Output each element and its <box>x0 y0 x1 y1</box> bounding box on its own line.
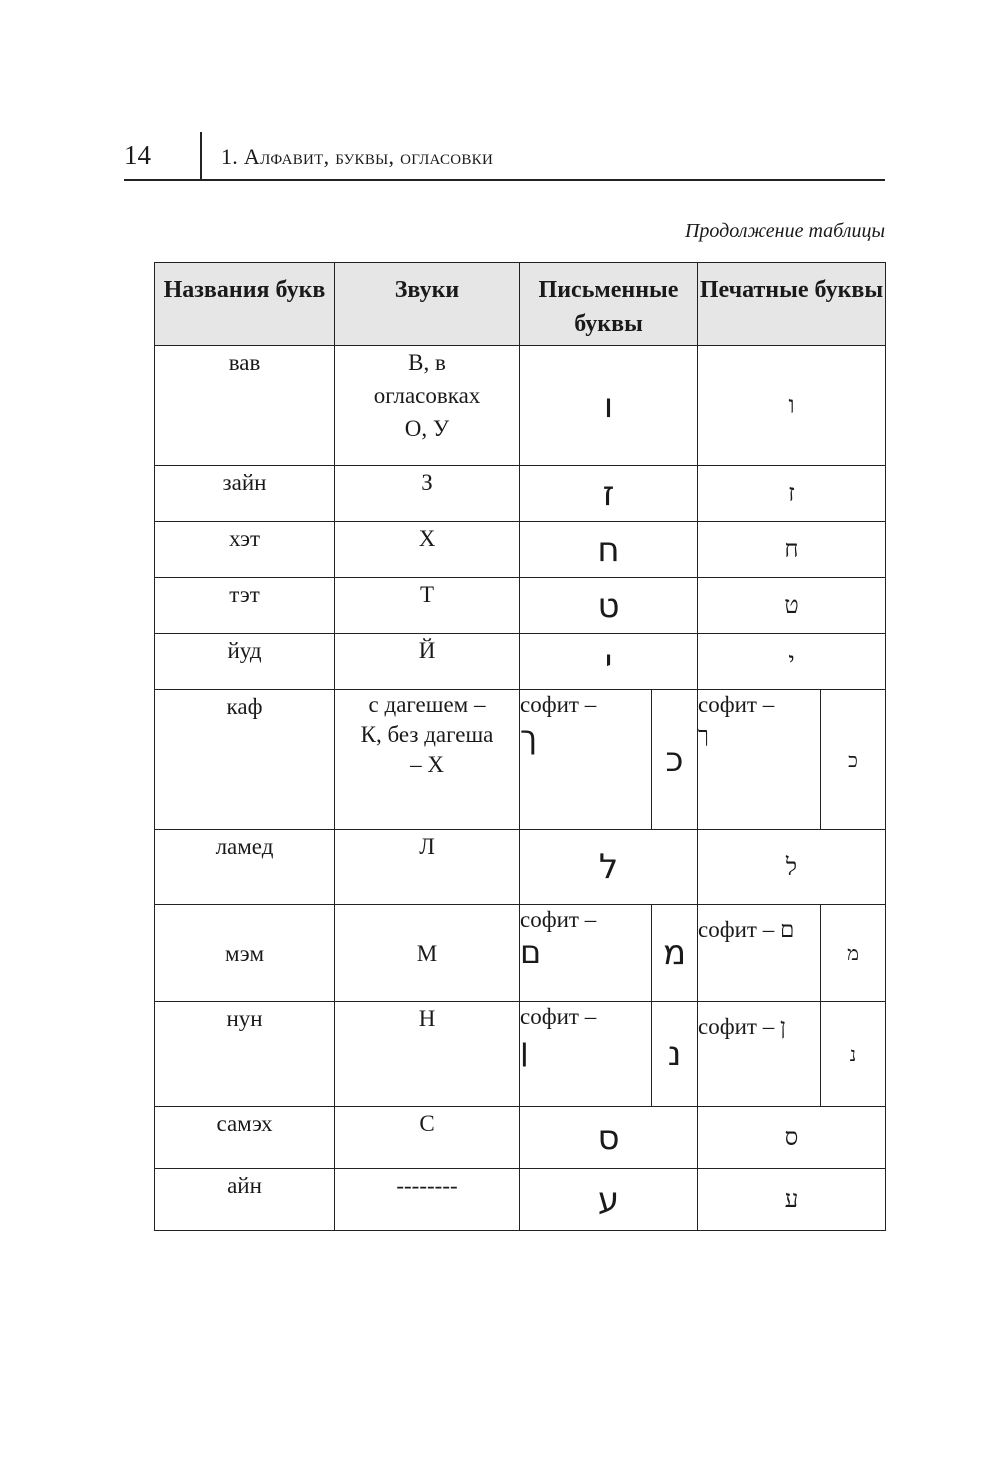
sofit-label: софит – ן <box>698 1014 786 1039</box>
hebrew-alphabet-table <box>154 262 886 1231</box>
letter-sound: Н <box>335 1002 520 1107</box>
written-letter <box>520 634 698 690</box>
sofit-label: софит – <box>698 692 775 717</box>
written-glyph: נ <box>667 1034 682 1074</box>
table-row <box>155 690 886 830</box>
header-rule <box>124 179 885 181</box>
letter-sound: с дагешем – К, без дагеша – Х <box>335 690 520 830</box>
written-glyph: ח <box>597 529 620 570</box>
column-header-names: Названия букв <box>155 263 335 346</box>
running-header <box>124 132 885 180</box>
letter-name: тэт <box>155 578 335 634</box>
letter-name: зайн <box>155 466 335 522</box>
letter-name: йуд <box>155 634 335 690</box>
letter-name: айн <box>155 1169 335 1231</box>
written-letter <box>652 1002 698 1107</box>
printed-glyph: י <box>788 647 795 675</box>
printed-glyph: ל <box>785 852 798 881</box>
printed-glyph: נ <box>849 1042 857 1066</box>
written-letter <box>520 522 698 578</box>
sofit-label: софит – <box>520 692 597 717</box>
column-header-written: Письменные буквы <box>520 263 698 346</box>
letter-name: мэм <box>155 905 335 1002</box>
written-glyph: ט <box>597 585 620 626</box>
printed-letter <box>698 830 886 905</box>
written-letter <box>520 1169 698 1231</box>
letter-name: вав <box>155 346 335 466</box>
chapter-title-prefix: 1. А <box>221 144 261 169</box>
written-letter <box>520 578 698 634</box>
written-glyph: ס <box>597 1117 620 1158</box>
printed-glyph: ע <box>784 1185 799 1213</box>
table-row <box>155 1002 886 1107</box>
table-continuation-caption: Продолжение таблицы <box>684 220 885 242</box>
letter-sound: З <box>335 466 520 522</box>
printed-letter <box>821 1002 886 1107</box>
table-header-row <box>155 263 886 346</box>
printed-letter <box>698 522 886 578</box>
printed-glyph: מ <box>847 941 859 965</box>
written-glyph: ע <box>597 1179 620 1220</box>
written-letter <box>520 466 698 522</box>
table-row <box>155 1107 886 1169</box>
written-sofit-form <box>520 1002 652 1107</box>
table-row <box>155 466 886 522</box>
written-sofit-glyph: ם <box>520 933 542 971</box>
written-glyph: ל <box>598 847 619 887</box>
written-glyph: כ <box>665 739 684 780</box>
printed-letter <box>698 1169 886 1231</box>
letter-sound: Л <box>335 830 520 905</box>
printed-glyph: ז <box>788 479 795 507</box>
printed-letter <box>698 634 886 690</box>
chapter-title <box>221 144 493 170</box>
written-glyph: י <box>604 641 613 682</box>
letter-sound: Й <box>335 634 520 690</box>
chapter-title-rest: лфавит, буквы, огласовки <box>260 144 494 169</box>
table-row <box>155 522 886 578</box>
printed-letter <box>698 466 886 522</box>
letter-sound: -------- <box>335 1169 520 1231</box>
printed-glyph: ס <box>784 1123 799 1151</box>
sofit-label: софит – <box>520 1004 597 1029</box>
column-header-printed: Печатные буквы <box>698 263 886 346</box>
printed-sofit-form <box>698 690 821 830</box>
letter-sound: М <box>335 905 520 1002</box>
written-sofit-form <box>520 690 652 830</box>
printed-letter <box>698 1107 886 1169</box>
letter-name: хэт <box>155 522 335 578</box>
letter-sound: В, в огласовках О, У <box>335 346 520 466</box>
page-number: 14 <box>124 140 151 170</box>
written-letter <box>652 905 698 1002</box>
sofit-label: софит – <box>520 907 597 932</box>
printed-letter <box>821 905 886 1002</box>
table-row <box>155 346 886 466</box>
sofit-label: софит – ם <box>698 917 795 942</box>
printed-glyph: ח <box>784 535 799 563</box>
letter-name: ламед <box>155 830 335 905</box>
table-row <box>155 1169 886 1231</box>
written-letter <box>520 1107 698 1169</box>
header-divider <box>200 132 202 180</box>
printed-glyph: כ <box>848 747 858 772</box>
printed-glyph: ו <box>788 391 795 419</box>
printed-letter <box>821 690 886 830</box>
column-header-sounds: Звуки <box>335 263 520 346</box>
printed-sofit-form <box>698 905 821 1002</box>
written-sofit-form <box>520 905 652 1002</box>
table-row <box>155 830 886 905</box>
written-glyph: ו <box>603 385 614 426</box>
printed-sofit-glyph: ך <box>698 723 709 748</box>
table-row <box>155 905 886 1002</box>
letter-sound: Т <box>335 578 520 634</box>
table-row <box>155 634 886 690</box>
table-row <box>155 578 886 634</box>
written-letter <box>652 690 698 830</box>
written-letter <box>520 830 698 905</box>
written-glyph: מ <box>662 933 687 973</box>
printed-letter <box>698 578 886 634</box>
letter-sound: С <box>335 1107 520 1169</box>
written-letter <box>520 346 698 466</box>
written-sofit-glyph: ך <box>520 718 538 756</box>
letter-name: каф <box>155 690 335 830</box>
printed-glyph: ט <box>784 591 799 619</box>
written-sofit-glyph: ן <box>520 1030 529 1068</box>
printed-letter <box>698 346 886 466</box>
written-glyph: ז <box>602 473 615 514</box>
letter-sound: Х <box>335 522 520 578</box>
letter-name: нун <box>155 1002 335 1107</box>
letter-name: самэх <box>155 1107 335 1169</box>
printed-sofit-form <box>698 1002 821 1107</box>
